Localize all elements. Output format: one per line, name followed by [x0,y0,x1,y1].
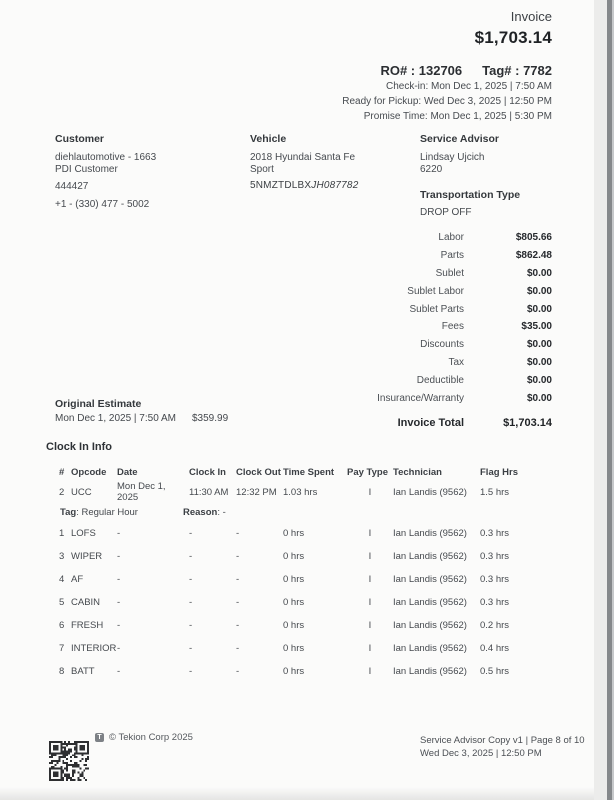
vehicle-model: 2018 Hyundai Santa Fe Sport [250,152,356,175]
clock-col-header: Pay Type [347,467,389,478]
clock-cell-flag-hrs: 0.3 hrs [480,528,510,539]
qr-code [49,741,89,781]
clock-table-row [59,591,552,614]
clock-cell-pay-type: I [368,574,372,585]
clock-cell-clock-out: - [236,643,240,654]
totals-row-label: Labor [438,232,464,244]
original-estimate-date: Mon Dec 1, 2025 | 7:50 AM [55,413,177,424]
totals-row-label: Sublet [435,267,464,279]
clock-cell-pay-type: I [368,620,372,631]
totals-row [330,282,552,300]
totals-row [330,336,552,354]
tag-label-value: Tag: Regular Hour [60,506,138,518]
totals-rows [330,229,552,407]
clock-cell-clock-out: - [236,666,240,677]
totals-row-label: Deductible [416,374,464,386]
clock-col-header: Clock In [189,467,226,478]
clock-cell-flag-hrs: 0.3 hrs [480,551,510,562]
clock-table-row [59,568,552,591]
clock-cell-clock-in: - [189,528,193,539]
customer-type: PDI Customer [55,164,118,175]
invoice-total-row [330,413,552,433]
clock-cell-pay-type: I [368,551,372,562]
clock-cell-time-spent: 0 hrs [283,551,305,562]
service-advisor-name: Lindsay Ujcich [420,152,485,163]
clock-cell-date: Mon Dec 1, 2025 [117,481,166,503]
clock-cell-date: - [117,528,121,539]
clock-cell-clock-in: - [189,597,193,608]
totals-row [330,229,552,247]
vehicle-vin: 5NMZTDLBXJH087782 [250,180,359,191]
clock-cell-technician: Ian Landis (9562) [393,597,467,608]
clock-cell-clock-in: - [189,643,193,654]
clock-cell-time-spent: 1.03 hrs [283,486,318,498]
transportation-type-value: DROP OFF [420,207,472,218]
clock-cell-date: - [117,643,121,654]
clock-cell-clock-out: - [236,551,240,562]
clock-cell-date: - [117,551,121,562]
vehicle-section [250,133,368,192]
service-advisor-id: 6220 [420,164,443,175]
totals-row [330,300,552,318]
clock-cell-technician: Ian Landis (9562) [393,574,467,585]
totals-row-label: Fees [441,321,464,333]
clock-cell-opcode: CABIN [71,597,101,608]
clock-table-row [59,545,552,568]
customer-section [55,133,230,211]
clock-cell-opcode: LOFS [71,528,96,539]
clock-cell-num: 6 [59,620,65,631]
clock-cell-clock-in: 11:30 AM [189,486,229,498]
service-advisor-heading: Service Advisor [420,133,499,145]
customer-heading: Customer [55,133,105,145]
clock-cell-clock-out: 12:32 PM [236,486,277,498]
totals-section [330,229,552,433]
customer-id: 444427 [55,181,89,192]
clock-table-row [59,660,552,683]
totals-row-value: $0.00 [526,392,552,404]
clock-cell-flag-hrs: 1.5 hrs [480,486,510,498]
tag-number: Tag# : 7782 [482,63,552,78]
totals-row-label: Sublet Parts [409,303,464,315]
clock-cell-pay-type: I [368,597,372,608]
clock-cell-opcode: UCC [71,486,92,498]
invoice-total-label: Invoice Total [397,416,464,429]
totals-row-value: $862.48 [515,250,552,262]
clock-col-header: # [59,467,65,478]
clock-cell-num: 8 [59,666,65,677]
ready-for-pickup-time: Ready for Pickup: Wed Dec 3, 2025 | 12:50 PM [342,96,552,107]
clock-cell-date: - [117,597,121,608]
footer-page-info [420,734,585,760]
totals-row [330,318,552,336]
clock-in-table [59,464,552,683]
service-advisor-section [420,133,580,219]
clock-cell-technician: Ian Landis (9562) [393,551,467,562]
clock-cell-opcode: INTERIOR [71,643,117,654]
ro-tag-line [342,63,552,78]
clock-cell-technician: Ian Landis (9562) [393,620,467,631]
clock-cell-pay-type: I [368,666,372,677]
clock-cell-technician: Ian Landis (9562) [393,486,467,498]
invoice-title: Invoice [510,9,552,24]
totals-row-value: $0.00 [526,374,552,386]
clock-cell-technician: Ian Landis (9562) [393,666,467,677]
clock-cell-flag-hrs: 0.4 hrs [480,643,510,654]
checkin-time: Check-in: Mon Dec 1, 2025 | 7:50 AM [385,81,552,92]
tekion-logo-icon: T [95,733,104,742]
clock-cell-date: - [117,666,121,677]
transportation-type-heading: Transportation Type [420,189,521,201]
clock-cell-opcode: FRESH [71,620,104,631]
clock-cell-technician: Ian Landis (9562) [393,528,467,539]
vehicle-heading: Vehicle [250,133,287,145]
footer-copyright [95,732,193,743]
totals-row-value: $0.00 [526,267,552,279]
totals-row-value: $0.00 [526,303,552,315]
print-timestamp: Wed Dec 3, 2025 | 12:50 PM [420,748,542,759]
clock-cell-opcode: BATT [71,666,95,677]
totals-row-value: $0.00 [526,339,552,351]
invoice-total-value: $1,703.14 [503,416,552,429]
clock-table-row [59,637,552,660]
clock-cell-time-spent: 0 hrs [283,574,305,585]
clock-col-header: Time Spent [283,467,335,478]
clock-cell-num: 3 [59,551,65,562]
clock-cell-time-spent: 0 hrs [283,643,305,654]
invoice-amount: $1,703.14 [474,28,552,47]
totals-row [330,371,552,389]
clock-cell-date: - [117,574,121,585]
customer-phone: +1 - (330) 477 - 5002 [55,199,150,210]
clock-cell-pay-type: I [368,528,372,539]
clock-cell-time-spent: 0 hrs [283,620,305,631]
clock-table-body [59,481,552,683]
clock-tag-row [59,502,552,522]
clock-col-header: Clock Out [236,467,281,478]
ro-number: RO# : 132706 [380,63,463,78]
totals-row-value: $805.66 [515,232,552,244]
clock-cell-num: 1 [59,528,65,539]
clock-cell-time-spent: 0 hrs [283,666,305,677]
clock-table-row [59,522,552,545]
customer-name: diehlautomotive - 1663 [55,152,157,163]
totals-row [330,389,552,407]
promise-time: Promise Time: Mon Dec 1, 2025 | 5:30 PM [363,111,552,122]
clock-cell-pay-type: I [368,486,372,498]
totals-row-value: $0.00 [526,285,552,297]
totals-row-label: Insurance/Warranty [377,392,464,404]
totals-row-label: Parts [440,250,464,262]
clock-cell-time-spent: 0 hrs [283,597,305,608]
totals-row [330,247,552,265]
original-estimate-heading: Original Estimate [55,398,142,410]
clock-cell-clock-in: - [189,620,193,631]
clock-cell-num: 2 [59,486,65,498]
original-estimate-line [55,413,228,424]
clock-table-header [59,464,552,481]
clock-cell-clock-out: - [236,620,240,631]
scan-edge-bottom [0,787,600,800]
clock-cell-technician: Ian Landis (9562) [393,643,467,654]
clock-cell-clock-out: - [236,528,240,539]
clock-col-header: Flag Hrs [480,467,519,478]
clock-col-header: Technician [393,467,442,478]
clock-cell-num: 7 [59,643,65,654]
copy-version-page: Service Advisor Copy v1 | Page 8 of 10 [420,735,585,746]
clock-cell-time-spent: 0 hrs [283,528,305,539]
totals-row-label: Sublet Labor [407,285,464,297]
clock-cell-num: 5 [59,597,65,608]
clock-cell-flag-hrs: 0.5 hrs [480,666,510,677]
clock-cell-num: 4 [59,574,65,585]
clock-cell-date: - [117,620,121,631]
clock-cell-clock-in: - [189,574,193,585]
clock-col-header: Date [117,467,138,478]
clock-cell-opcode: AF [71,574,84,585]
clock-cell-clock-in: - [189,666,193,677]
clock-cell-clock-out: - [236,574,240,585]
clock-table-row [59,614,552,637]
clock-col-header: Opcode [71,467,107,478]
clock-cell-flag-hrs: 0.3 hrs [480,574,510,585]
invoice-header [342,9,552,123]
clock-cell-clock-in: - [189,551,193,562]
totals-row-value: $0.00 [526,356,552,368]
clock-cell-flag-hrs: 0.2 hrs [480,620,510,631]
totals-row [330,265,552,283]
reason-label-value: Reason: - [183,506,226,518]
original-estimate-amount: $359.99 [192,413,229,424]
clock-cell-opcode: WIPER [71,551,103,562]
original-estimate-section [55,398,228,424]
totals-row-value: $35.00 [521,321,552,333]
clock-cell-pay-type: I [368,643,372,654]
totals-row-label: Discounts [420,339,464,351]
scan-edge-soft [594,0,607,800]
clock-table-row [59,481,552,502]
totals-row-label: Tax [448,356,464,368]
clock-in-info-heading: Clock In Info [46,441,112,453]
copyright-text: © Tekion Corp 2025 [109,732,193,743]
totals-row [330,354,552,372]
clock-cell-flag-hrs: 0.3 hrs [480,597,510,608]
clock-cell-clock-out: - [236,597,240,608]
